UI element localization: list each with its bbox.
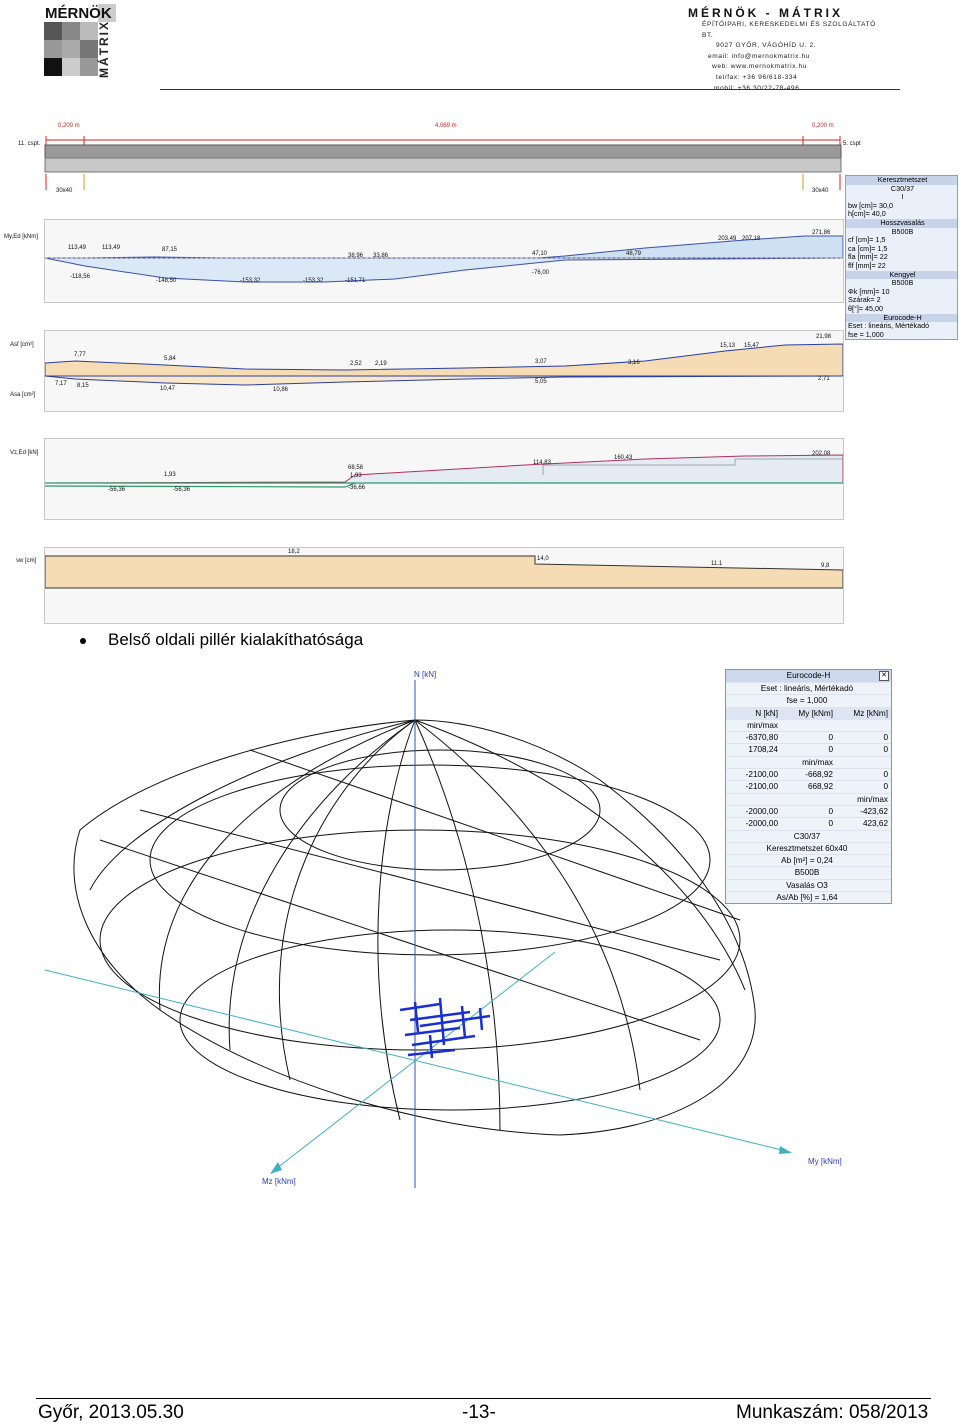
eurocode-cell	[781, 720, 836, 731]
stirrup-axis-label: sw [cm]	[16, 558, 37, 564]
shear-value: -36,66	[348, 485, 366, 491]
property-row: h[cm]= 40,0	[848, 209, 886, 219]
rebar-value: 3,16	[628, 360, 640, 366]
eurocode-title-text: Eurocode-H	[786, 671, 831, 680]
eurocode-footer-text: Keresztmetszet 60x40	[766, 843, 848, 853]
eurocode-cell	[781, 794, 836, 805]
eurocode-row	[726, 719, 891, 731]
company-line: email: info@mernokmatrix.hu	[708, 52, 811, 60]
eurocode-row	[726, 793, 891, 805]
left-section-label: 30x40	[56, 188, 73, 194]
shear-value: 114,83	[533, 460, 551, 466]
eurocode-table-title	[726, 670, 891, 682]
eurocode-footer-text: Vasalás O3	[786, 880, 828, 890]
left-dim: 0,200 m	[58, 123, 80, 129]
eurocode-cell: 0	[883, 745, 888, 755]
eurocode-cell: min/max	[857, 794, 888, 804]
section-heading: Belső oldali pillér kialakíthatósága	[108, 630, 364, 649]
eurocode-cell: -423,62	[860, 806, 888, 816]
rebar-value: 10,47	[160, 386, 176, 392]
company-line: tel/fax: +36 96/618-334	[716, 73, 798, 81]
stirrup-value: 9,8	[821, 563, 830, 569]
eurocode-footer-row	[726, 842, 891, 854]
stirrup-value: 18,2	[288, 549, 300, 555]
property-row: fse = 1,000	[848, 329, 884, 339]
rebar-value: 3,07	[535, 359, 547, 365]
footer-location-date: Győr, 2013.05.30	[38, 1402, 184, 1423]
property-row: fla [mm]= 22	[848, 252, 888, 262]
shear-axis-label: Vz,Ed [kN]	[10, 450, 39, 456]
column-header: Mz [kNm]	[853, 708, 888, 718]
moment-value: 48,79	[626, 251, 642, 257]
moment-value: 38,96	[348, 253, 364, 259]
eurocode-cell: min/max	[747, 720, 778, 730]
rebar-value: 7,77	[74, 352, 86, 358]
moment-value: 207,18	[742, 236, 761, 242]
property-row: Szárak= 2	[848, 295, 881, 305]
eurocode-footer-row	[726, 879, 891, 891]
eurocode-footer-row	[726, 830, 891, 842]
property-row: B500B	[891, 226, 914, 236]
eurocode-cell: 0	[828, 745, 833, 755]
rebar-value: 10,86	[273, 387, 289, 393]
project-number: Munkaszám: 058/2013	[736, 1402, 929, 1423]
moment-value: 113,49	[68, 245, 86, 251]
property-row: I	[901, 192, 904, 202]
section-property-table	[845, 175, 958, 340]
rebar-value: 2,52	[350, 361, 362, 367]
eurocode-row	[726, 817, 891, 829]
mz-axis-label: Mz [kNm]	[262, 1177, 296, 1186]
shear-value: 1,93	[350, 473, 362, 479]
property-row: Kengyel	[846, 271, 957, 280]
fse-text: fse = 1,000	[786, 696, 828, 706]
rebar-value: 5,05	[535, 379, 547, 385]
eurocode-cell: -2000,00	[745, 806, 778, 816]
stirrup-spacing-panel	[44, 547, 844, 624]
property-row: flf [mm]= 22	[848, 260, 886, 270]
moment-value: -153,32	[303, 278, 324, 284]
moment-value: 113,49	[102, 245, 120, 251]
rebar-top-axis-label: Asf [cm²]	[10, 342, 34, 348]
logo-vertical-text: MÁTRIX	[97, 20, 111, 78]
eurocode-case-row	[726, 682, 891, 694]
eurocode-footer-row	[726, 891, 891, 903]
rebar-bottom-axis-label: Asa [cm²]	[10, 392, 36, 398]
shear-value: -56,36	[108, 487, 126, 493]
property-row: cf [cm]= 1,5	[848, 235, 886, 245]
logo-word: MÉRNÖK	[45, 5, 112, 22]
page-number: -13-	[462, 1402, 496, 1423]
eurocode-cell: 423,62	[862, 819, 888, 829]
rebar-value: 8,15	[77, 383, 89, 389]
eurocode-cell: -668,92	[805, 770, 833, 780]
eurocode-result-table	[725, 669, 892, 904]
moment-value: -148,50	[156, 278, 177, 284]
property-row: bw [cm]= 30,0	[848, 200, 893, 210]
right-dim: 0,200 m	[812, 123, 834, 129]
moment-value: 203,49	[718, 236, 737, 242]
property-row: Eset : lineáris, Mértékadó	[848, 321, 930, 331]
eurocode-row	[726, 768, 891, 780]
shear-diagram-panel	[44, 438, 844, 520]
eurocode-cell: 1708,24	[748, 745, 778, 755]
eurocode-cell: -2100,00	[745, 770, 778, 780]
moment-value: -76,00	[532, 270, 550, 276]
n-axis-label: N [kN]	[414, 670, 437, 679]
company-line: web: www.mernokmatrix.hu	[712, 63, 808, 71]
moment-value: 47,10	[532, 251, 548, 257]
rebar-value: 2,19	[375, 361, 387, 367]
rebar-value: 21,98	[816, 334, 832, 340]
eurocode-row	[726, 731, 891, 743]
moment-diagram-panel	[44, 219, 844, 303]
property-row: Hosszvasalás	[846, 219, 957, 228]
eurocode-footer-row	[726, 866, 891, 878]
header-divider	[160, 89, 900, 90]
eurocode-footer-text: B500B	[794, 868, 820, 878]
shear-value: 1,93	[164, 472, 176, 478]
company-name: MÉRNÖK - MÁTRIX	[688, 6, 843, 20]
rebar-value: 15,47	[744, 343, 760, 349]
column-header: N [kN]	[755, 708, 778, 718]
eurocode-cell: -2100,00	[745, 782, 778, 792]
rebar-value: 7,17	[55, 381, 67, 387]
shear-value: 68,58	[348, 465, 364, 471]
my-axis-label: My [kNm]	[808, 1157, 842, 1166]
eurocode-fse-row	[726, 694, 891, 706]
left-support-label: 11. cspt.	[18, 141, 41, 147]
eurocode-cell	[726, 794, 781, 805]
eurocode-footer-row	[726, 854, 891, 866]
case-text: Eset : lineáris, Mértékadó	[760, 684, 854, 693]
moment-value: -118,56	[70, 274, 90, 280]
property-row: B500B	[891, 278, 914, 288]
span-dim: 4,069 m	[435, 123, 457, 129]
eurocode-cell	[726, 757, 781, 768]
company-line: ÉPÍTŐIPARI, KERESKEDELMI ÉS SZOLGÁLTATÓ BT.	[702, 21, 876, 39]
eurocode-cell: min/max	[802, 757, 833, 767]
eurocode-cell: 0	[883, 770, 888, 780]
eurocode-cell: -6370,80	[745, 733, 778, 743]
moment-value: 33,86	[373, 253, 389, 259]
eurocode-cell: 0	[883, 782, 888, 792]
eurocode-row	[726, 743, 891, 755]
moment-value: 87,15	[162, 247, 178, 253]
shear-value: 202,08	[812, 451, 831, 457]
eurocode-footer-text: As/Ab [%] = 1,64	[776, 893, 838, 903]
property-row: Keresztmetszet	[846, 176, 957, 185]
footer-divider	[36, 1398, 931, 1399]
company-info	[686, 6, 886, 94]
eurocode-row	[726, 805, 891, 817]
eurocode-cell: 668,92	[807, 782, 833, 792]
shear-value: -56,36	[173, 487, 191, 493]
rebar-value: 15,13	[720, 343, 736, 349]
shear-value: 160,43	[614, 455, 633, 461]
right-section-label: 30x40	[812, 188, 829, 194]
close-icon[interactable]: ✕	[879, 671, 889, 681]
moment-value: -151,71	[345, 278, 366, 284]
eurocode-cell	[836, 720, 891, 731]
company-line: 9027 GYŐR, VÁGÓHÍD U. 2.	[716, 42, 817, 50]
moment-value: 271,86	[812, 230, 831, 236]
eurocode-header-row	[726, 707, 891, 719]
rebar-value: 2,71	[818, 376, 830, 382]
eurocode-row	[726, 756, 891, 768]
rebar-value: 5,84	[164, 356, 176, 362]
eurocode-cell: 0	[828, 733, 833, 743]
eurocode-footer-text: Ab [m²] = 0,24	[781, 856, 833, 866]
property-row: C30/37	[890, 183, 915, 193]
eurocode-row	[726, 780, 891, 792]
column-header: My [kNm]	[798, 708, 833, 718]
right-support-label: 5. cspt	[843, 141, 861, 147]
stirrup-value: 14,0	[537, 556, 549, 562]
stirrup-value: 11,1	[711, 561, 723, 567]
moment-axis-label: My,Ed [kNm]	[4, 234, 38, 240]
moment-value: -153,32	[240, 278, 261, 284]
eurocode-cell	[836, 757, 891, 768]
property-row: Eurocode-H	[846, 314, 957, 323]
eurocode-cell: -2000,00	[745, 819, 778, 829]
property-row: θ[°]= 45,00	[848, 303, 884, 313]
eurocode-cell: 0	[883, 733, 888, 743]
property-row: ca [cm]= 1,5	[848, 243, 888, 253]
eurocode-footer-text: C30/37	[793, 831, 821, 841]
eurocode-cell: 0	[828, 806, 833, 816]
property-row: Φk [mm]= 10	[848, 286, 890, 296]
eurocode-cell: 0	[828, 819, 833, 829]
bullet-marker	[80, 638, 86, 644]
